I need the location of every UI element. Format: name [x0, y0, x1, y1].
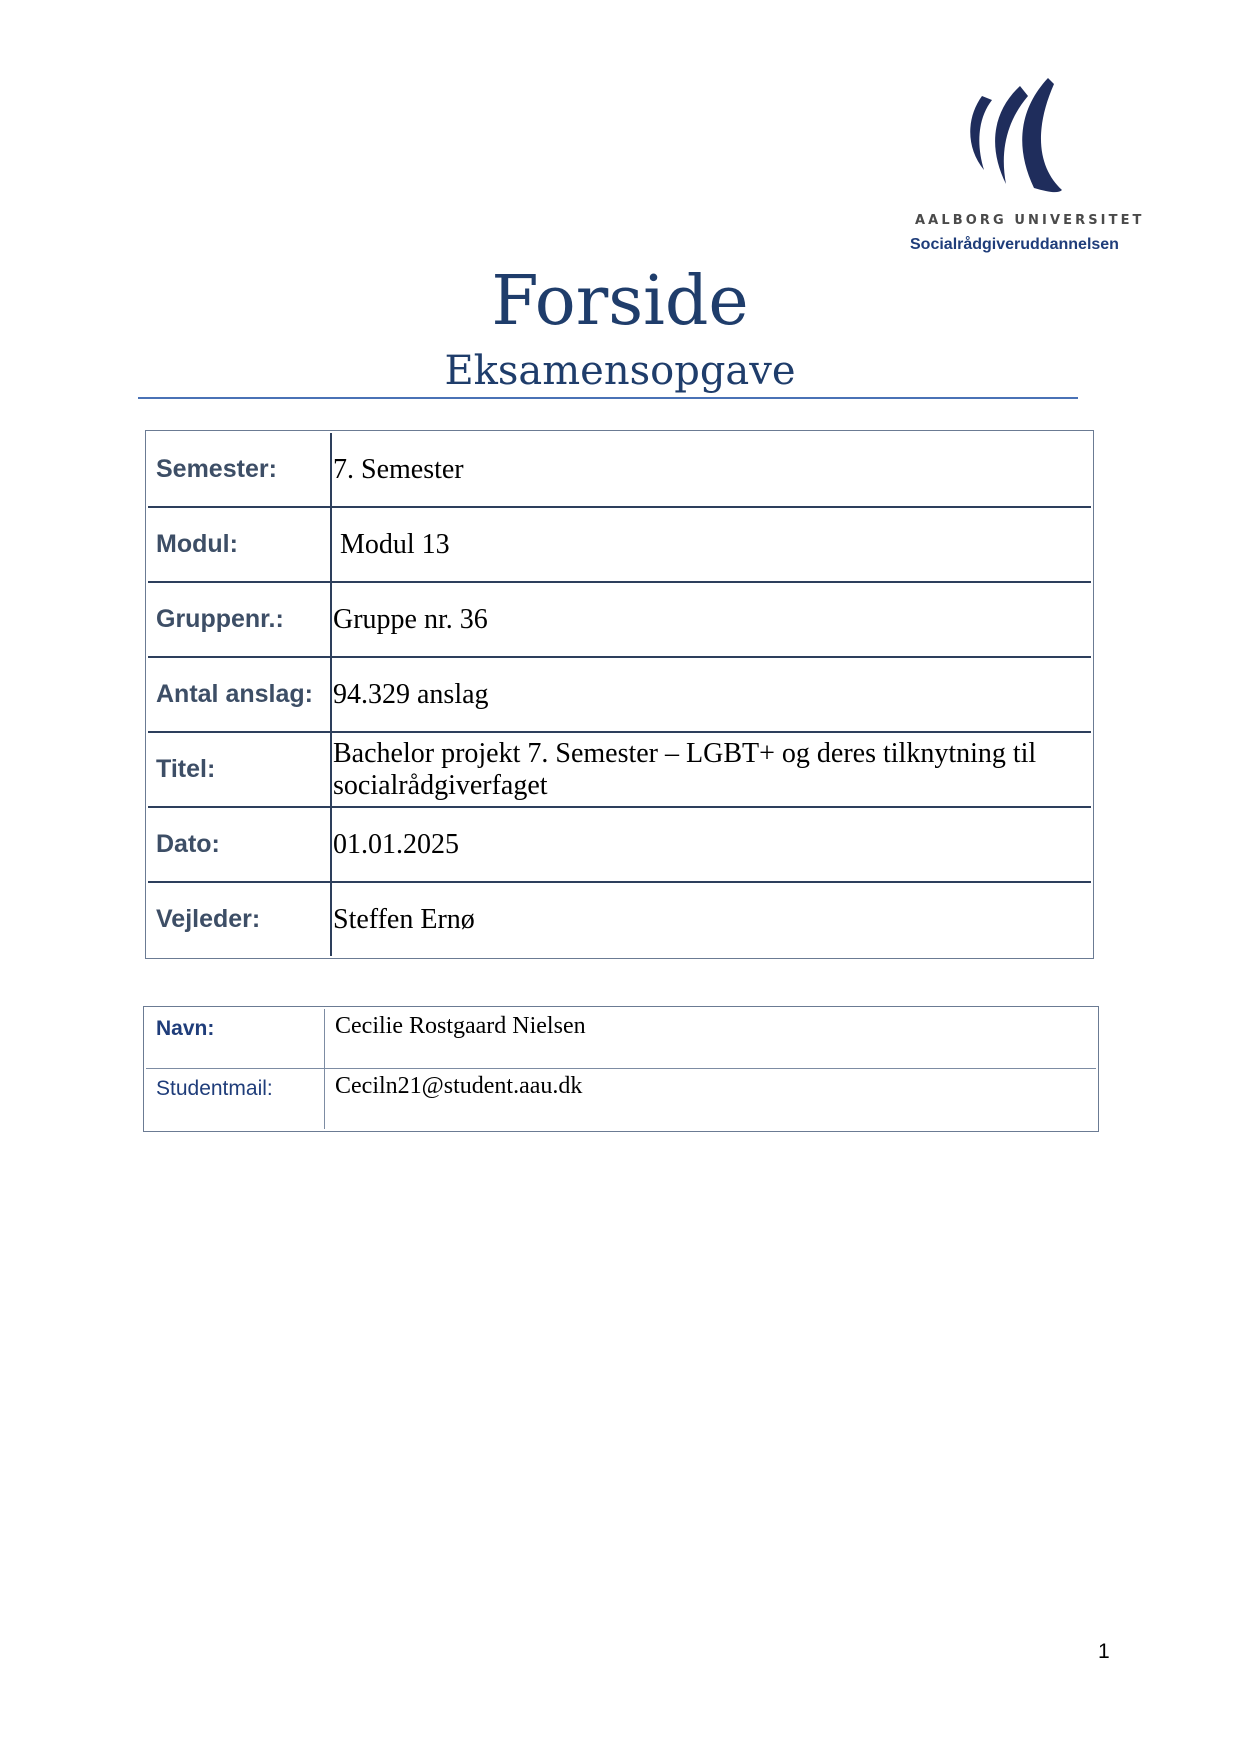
table-row	[148, 883, 1091, 956]
title-value: Bachelor projekt 7. Semester – LGBT+ og deres tilknytning til socialrådgiverfaget	[332, 733, 1091, 808]
exam-info-table	[145, 430, 1094, 959]
table-row	[148, 508, 1091, 583]
modul-label: Modul:	[148, 508, 332, 583]
date-value: 01.01.2025	[332, 808, 1091, 883]
university-logo	[880, 70, 1145, 270]
page-title: Forside	[491, 262, 749, 341]
date-label: Dato:	[148, 808, 332, 883]
department-name: Socialrådgiveruddannelsen	[910, 236, 1119, 253]
university-name: AALBORG UNIVERSITET	[915, 213, 1145, 228]
title-label: Titel:	[148, 733, 332, 808]
table-row	[148, 808, 1091, 883]
group-number-value: Gruppe nr. 36	[332, 583, 1091, 658]
character-count-label: Antal anslag:	[148, 658, 332, 733]
name-value: Cecilie Rostgaard Nielsen	[325, 1009, 1096, 1069]
table-row	[146, 1009, 1096, 1069]
student-info-table	[143, 1006, 1099, 1132]
title-divider	[138, 397, 1078, 399]
name-label: Navn:	[146, 1009, 325, 1069]
semester-value: 7. Semester	[332, 433, 1091, 508]
semester-label: Semester:	[148, 433, 332, 508]
character-count-value: 94.329 anslag	[332, 658, 1091, 733]
table-row	[148, 583, 1091, 658]
page-number: 1	[1098, 1640, 1110, 1663]
table-row	[148, 658, 1091, 733]
student-email-label: Studentmail:	[146, 1069, 325, 1129]
table-row	[146, 1069, 1096, 1129]
supervisor-value: Steffen Ernø	[333, 903, 475, 935]
table-row	[148, 433, 1091, 508]
modul-value: Modul 13	[332, 508, 1091, 583]
table-row	[148, 733, 1091, 808]
student-email-value: Ceciln21@student.aau.dk	[335, 1073, 583, 1099]
group-number-label: Gruppenr.:	[148, 583, 332, 658]
aau-waves-logo-icon	[962, 78, 1062, 198]
supervisor-label: Vejleder:	[148, 883, 332, 956]
page-subtitle: Eksamensopgave	[444, 348, 796, 394]
